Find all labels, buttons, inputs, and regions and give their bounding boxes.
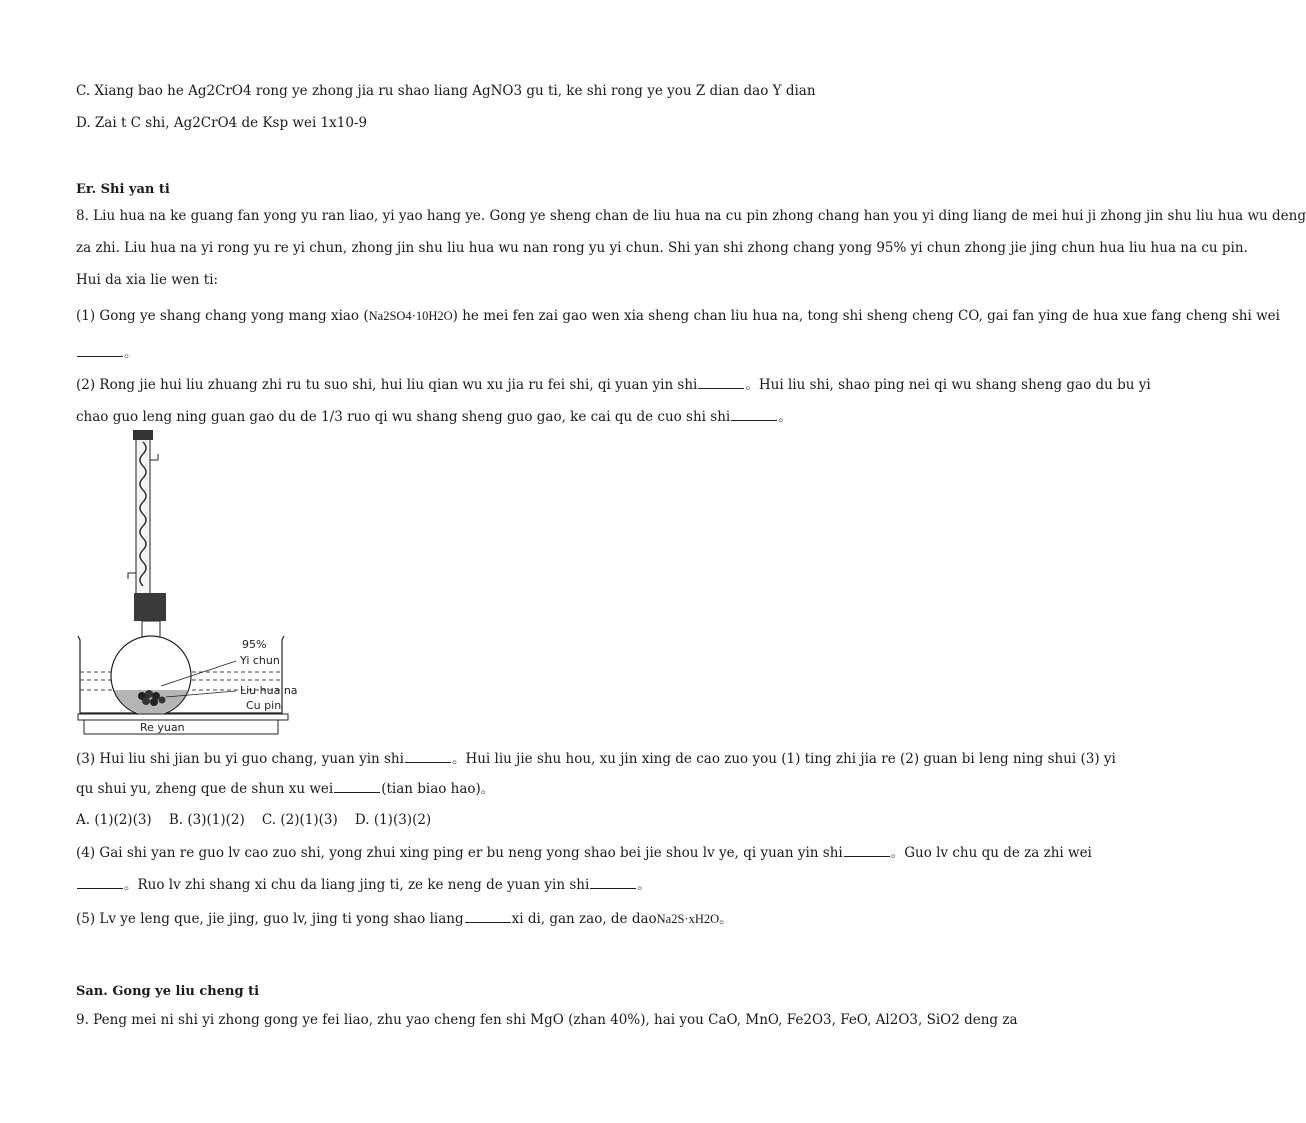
q8-part2-line1 [76,374,1151,395]
q8-part1-line2 [76,342,138,363]
option-d: D. Zai t C shi, Ag2CrO4 de Ksp wei 1x10-9 [76,115,368,131]
q8-part3-line1 [76,748,1116,769]
q8-part3-text-a: (3) Hui liu shi jian bu yi guo chang, yuan yin shi [76,751,404,767]
sodium-sulfide-hydrate-formula: Na2S·xH2O [656,912,720,926]
q8-part5-text-b: xi di, gan zao, de dao [511,911,657,927]
label-heat-source: Re yuan [140,721,185,734]
q8-part5-text-c: 。 [719,911,733,927]
section-heading-experiment: Er. Shi yan ti [76,182,170,197]
q8-part2-text-b: 。Hui liu shi, shao ping nei qi wu shang sheng gao du bu yi [745,377,1151,393]
glauber-salt-formula: Na2SO4·10H2O [368,309,453,323]
answer-blank[interactable] [698,374,744,389]
q8-part2-text-a: (2) Rong jie hui liu zhuang zhi ru tu suo shi, hui liu qian wu xu jia ru fei shi, qi yuan yin shi [76,377,698,393]
label-crude-line1: Liu hua na [240,684,298,697]
q8-part4-text-c: 。Ruo lv zhi shang xi chu da liang jing ti, ze ke neng de yuan yin shi [124,877,590,893]
q8-part3-text-b: 。Hui liu jie shu hou, xu jin xing de cao zuo you (1) ting zhi jia re (2) guan bi leng ning shui (3) yi [451,751,1116,767]
answer-blank[interactable] [405,748,451,763]
q8-part1-text-a: (1) Gong ye shang chang yong mang xiao ( [76,308,369,324]
q8-part4-text-a: (4) Gai shi yan re guo lv cao zuo shi, yong zhui xing ping er bu neng yong shao bei jie shou lv ye, qi yuan yin shi [76,845,843,861]
q8-part4-text-d: 。 [637,877,651,893]
q9-stem-line1: 9. Peng mei ni shi yi zhong gong ye fei liao, zhu yao cheng fen shi MgO (zhan 40%), hai you CaO, MnO, Fe2O3, FeO, Al2O3, SiO2 deng za [76,1012,1018,1028]
answer-blank[interactable] [590,874,636,889]
choice-c[interactable]: C. (2)(1)(3) [261,812,338,828]
condenser-top-cap [133,430,153,440]
rubber-stopper [134,593,166,621]
q8-part4-text-b: 。Guo lv chu qu de za zhi wei [890,845,1092,861]
q8-part3-text-c: qu shui yu, zheng que de shun xu wei [76,781,334,797]
q8-part4-line2 [76,874,651,895]
q8-part2-line2 [76,406,792,427]
option-c: C. Xiang bao he Ag2CrO4 rong ye zhong jia ru shao liang AgNO3 gu ti, ke shi rong ye you Z dian dao Y dian [76,83,816,99]
choice-b[interactable]: B. (3)(1)(2) [168,812,245,828]
answer-blank[interactable] [77,874,123,889]
label-crude-line2: Cu pin [246,699,282,712]
answer-blank[interactable] [334,778,380,793]
q8-stem-line2: za zhi. Liu hua na yi rong yu re yi chun, zhong jin shu liu hua wu nan rong yu yi chun. Shi yan shi zhong chang yong 95% yi chun zhong jie jing chun hua liu hua na cu pin. [76,240,1248,256]
q8-part2-text-c: chao guo leng ning guan gao du de 1/3 ruo qi wu shang sheng guo gao, ke cai qu de cuo shi shi [76,409,731,425]
q8-part1-line1 [76,306,1280,326]
q8-part1-text-c: 。 [124,345,138,361]
q8-part2-text-d: 。 [778,409,792,425]
q8-choices [76,810,431,830]
q8-part1-text-b: ) he mei fen zai gao wen xia sheng chan liu hua na, tong shi sheng cheng CO, gai fan ying de hua xue fang cheng shi wei [452,308,1280,324]
q8-part3-line2 [76,778,494,799]
q8-part5-line [76,908,733,929]
q8-part5-text-a: (5) Lv ye leng que, jie jing, guo lv, jing ti yong shao liang [76,911,464,927]
answer-blank[interactable] [77,342,123,357]
section-heading-industrial-process: San. Gong ye liu cheng ti [76,984,260,999]
answer-blank[interactable] [731,406,777,421]
water-inlet-tube [128,573,136,579]
reflux-apparatus-figure [76,428,306,738]
q8-stem-line3: Hui da xia lie wen ti: [76,272,219,288]
q8-stem-line1: 8. Liu hua na ke guang fan yong yu ran liao, yi yao hang ye. Gong ye sheng chan de liu hua na cu pin zhong chang han you yi ding liang de mei hui ji zhong jin shu liu hua wu deng [76,208,1306,224]
label-ethanol: Yi chun [240,654,280,667]
water-outlet-tube [150,454,158,460]
label-ethanol-pct: 95% [242,638,267,651]
q8-part3-text-d: (tian biao hao)。 [381,781,495,797]
q8-part4-line1 [76,842,1092,863]
answer-blank[interactable] [465,908,511,923]
answer-blank[interactable] [844,842,890,857]
choice-d[interactable]: D. (1)(3)(2) [354,812,432,828]
heat-source-plate [78,714,288,720]
choice-a[interactable]: A. (1)(2)(3) [76,812,152,828]
